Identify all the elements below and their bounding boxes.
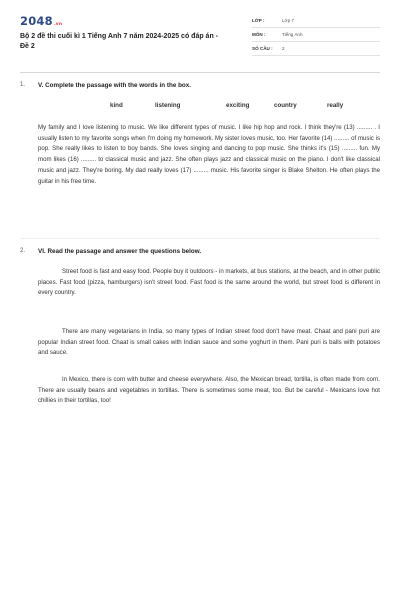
- meta-value: Tiếng Anh: [282, 32, 303, 37]
- passage-paragraph: My family and I love listening to music. We like different types of music. I like hip hop and rock. I think they're (13) ......... . I usually listen to my favorite songs when I'm doing my homework. My sister loves music, too. Her favorite (14) ......... of music is pop. She really likes to listen to boy bands. She loves singing and dancing to pop music. She thinks it's (15) ......... fun. My mom likes (16) ......... to classical music and jazz. She often plays jazz and classical music on the piano. I don't like classical music and jazz. They're boring. My dad really loves (17) ......... music. His favorite singer is Blake Shelton. He often plays the guitar in his free time.: [38, 124, 380, 185]
- question-title: V. Complete the passage with the words in the box.: [38, 82, 192, 89]
- meta-value: Lớp 7: [282, 18, 294, 23]
- question-separator: [20, 238, 380, 239]
- meta-row-class: [252, 14, 380, 28]
- page-header: [20, 14, 380, 64]
- meta-row-count: [252, 42, 380, 56]
- question-number: 1.: [20, 82, 26, 88]
- header-divider: [20, 72, 380, 73]
- logo-suffix: .vn: [53, 22, 63, 27]
- question-title: VI. Read the passage and answer the questions below.: [38, 248, 202, 255]
- logo-text: 2048: [20, 14, 53, 28]
- meta-key: LỚP :: [252, 18, 265, 23]
- meta-key: SỐ CÂU :: [252, 46, 273, 51]
- site-logo[interactable]: [20, 14, 62, 28]
- word-box-item: listening: [155, 102, 181, 109]
- word-box-item: exciting: [226, 102, 250, 109]
- meta-value: 2: [282, 46, 285, 51]
- question-number: 2.: [20, 248, 26, 254]
- word-box: [38, 102, 380, 112]
- meta-row-subject: [252, 28, 380, 42]
- passage-paragraph: In Mexico, there is corn with butter and cheese everywhere. Also, the Mexican bread, tortilla, is often made from corn. There are usually beans and vegetables in tortillas. There is sometimes some meat, too. But be careful - Mexicans love hot chillies in their tortillas, too!: [38, 376, 380, 405]
- meta-key: MÔN :: [252, 32, 266, 37]
- word-box-item: kind: [110, 102, 123, 109]
- word-box-item: really: [327, 102, 344, 109]
- passage-paragraph: Street food is fast and easy food. People buy it outdoors - in markets, at bus stations, at the beach, and in other public places. Fast food (pizza, hamburgers) isn't street food. Fast food is the same around the world, but street food is different in every country.: [38, 268, 380, 297]
- document-title: Bộ 2 đề thi cuối kì 1 Tiếng Anh 7 năm 2024-2025 có đáp án - Đề 2: [20, 33, 218, 50]
- word-box-item: country: [274, 102, 297, 109]
- document-meta: [252, 14, 380, 56]
- passage-paragraph: There are many vegetarians in India, so many types of Indian street food don't have meat. Chaat and pani puri are popular Indian street food. Chaat is small cakes with Indian sauce and some yoghurt in them. Pani puri is balls with potatoes and sauce.: [38, 328, 380, 357]
